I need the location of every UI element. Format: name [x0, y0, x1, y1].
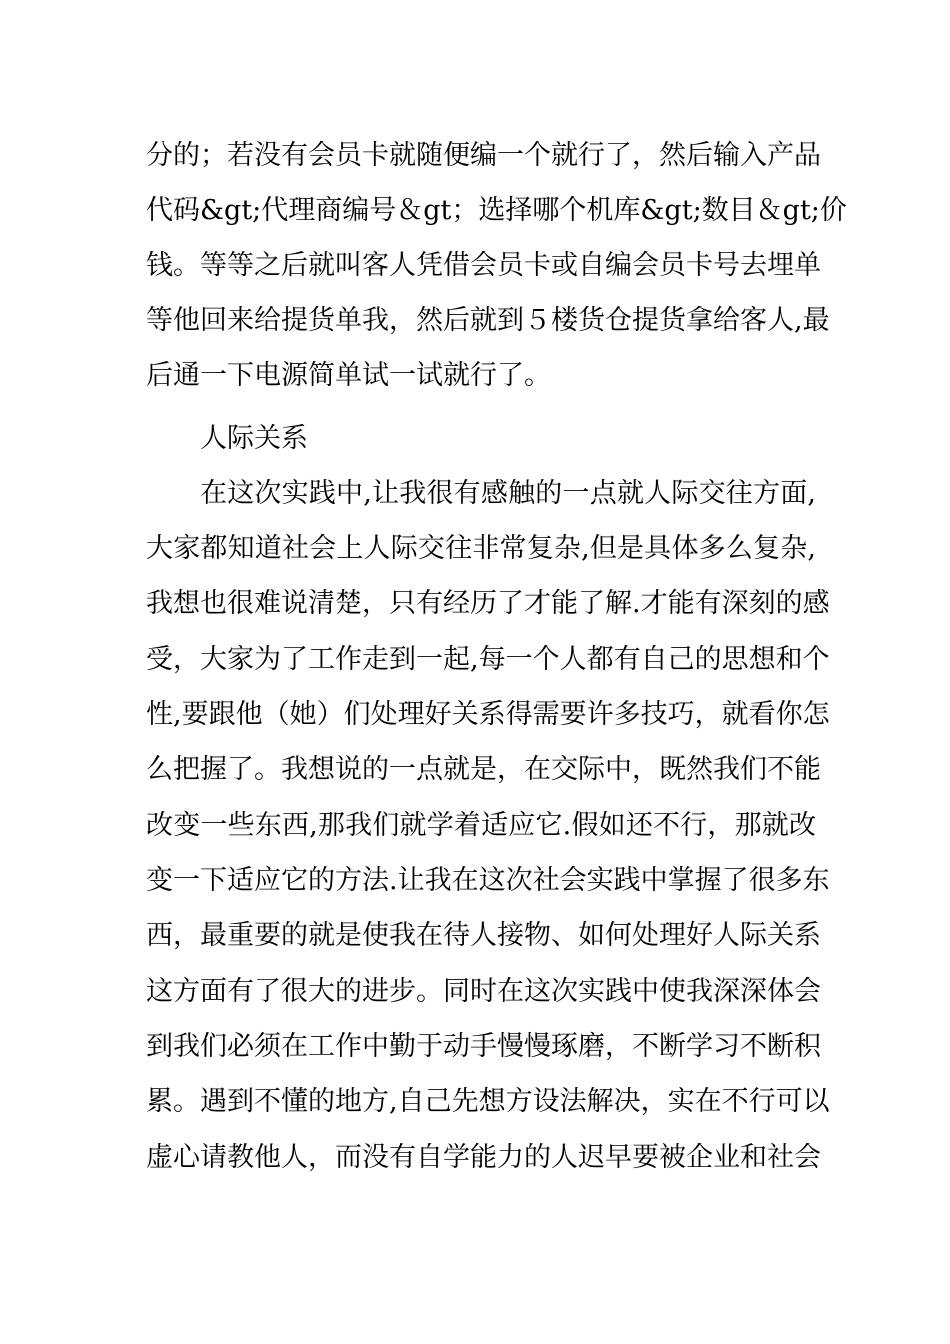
paragraph-line: 虚心请教他人，而没有自学能力的人迟早要被企业和社会: [146, 1142, 821, 1173]
paragraph-line: 代码&gt;代理商编号＆gt；选择哪个机库&gt;数目＆gt;价: [146, 195, 847, 226]
paragraph-line: 变一下适应它的方法.让我在这次社会实践中掌握了很多东: [146, 865, 830, 896]
paragraph-line: 这方面有了很大的进步。同时在这次实践中使我深深体会: [146, 976, 821, 1007]
paragraph-line: 累。遇到不懂的地方,自己先想方设法解决，实在不行可以: [146, 1086, 830, 1117]
paragraph-line: 改变一些东西,那我们就学着适应它.假如还不行，那就改: [146, 810, 816, 841]
paragraph-line: 性,要跟他（她）们处理好关系得需要许多技巧，就看你怎: [146, 699, 830, 730]
paragraph-line: 在这次实践中,让我很有感触的一点就人际交往方面,: [200, 478, 816, 509]
paragraph-line: 分的；若没有会员卡就随便编一个就行了，然后输入产品: [146, 140, 821, 171]
paragraph-line: 我想也很难说清楚，只有经历了才能了解.才能有深刻的感: [146, 588, 830, 619]
paragraph-line: 大家都知道社会上人际交往非常复杂,但是具体多么复杂,: [146, 533, 816, 564]
paragraph-line: 受，大家为了工作走到一起,每一个人都有自己的思想和个: [146, 644, 830, 675]
section-heading: 人际关系: [200, 423, 308, 454]
paragraph-line: 等他回来给提货单我，然后就到５楼货仓提货拿给客人,最: [146, 305, 830, 336]
paragraph-line: 钱。等等之后就叫客人凭借会员卡或自编会员卡号去埋单: [146, 250, 821, 281]
paragraph-line: 西，最重要的就是使我在待人接物、如何处理好人际关系: [146, 920, 821, 951]
paragraph-line: 后通一下电源简单试一试就行了。: [146, 360, 551, 391]
paragraph-line: 么把握了。我想说的一点就是，在交际中，既然我们不能: [146, 754, 821, 785]
paragraph-line: 到我们必须在工作中勤于动手慢慢琢磨，不断学习不断积: [146, 1031, 821, 1062]
